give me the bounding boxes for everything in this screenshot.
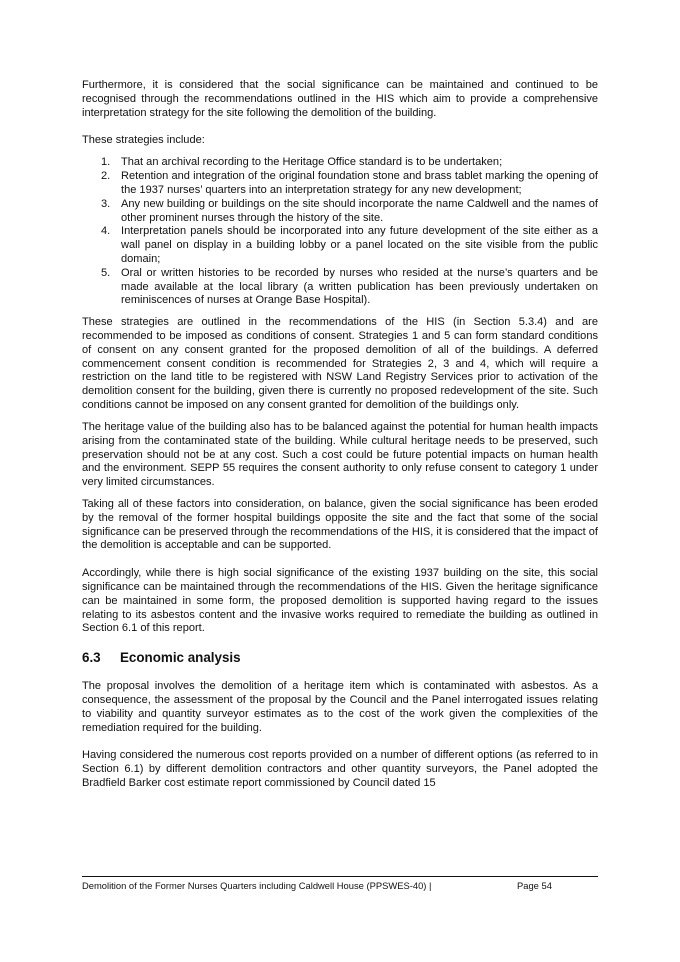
footer-page-number: Page 54 bbox=[517, 880, 552, 891]
list-item-text: Any new building or buildings on the site should incorporate the name Caldwell and the names of other prominent nurses through the history of the site. bbox=[121, 197, 598, 224]
balance-paragraph: Taking all of these factors into consideration, on balance, given the social significance has been eroded by the removal of the former hospital buildings opposite the site and the fact that some of the social significance can be preserved through the recommendations of the HIS, it is considered that the impact of the demolition is acceptable and can be supported. bbox=[82, 498, 598, 552]
list-item-text: Interpretation panels should be incorporated into any future development of the site either as a wall panel on display in a building lobby or a panel located on the site visible from the public domain; bbox=[121, 225, 598, 265]
list-item-number: 3. bbox=[101, 197, 111, 210]
list-item-text: Retention and integration of the original foundation stone and brass tablet marking the opening of the 1937 nurses’ quarters into an interpretation strategy for any new development; bbox=[121, 170, 598, 196]
conditions-paragraph: These strategies are outlined in the recommendations of the HIS (in Section 5.3.4) and are recommended to be imposed as conditions of consent. Strategies 1 and 5 can form standard conditions of consent on any consent granted for the proposed demolition of all of the buildings. A deferred commencement consent condition is recommended for Strategies 2, 3 and 4, which will require a restriction on the land title to be registered with NSW Land Registry Services prior to activation of the demolition consent for the building, given there is currently no proposed redevelopment of the site. Such conditions cannot be imposed on any consent granted for demolition of the buildings only. bbox=[82, 316, 598, 411]
list-item-number: 4. bbox=[101, 225, 111, 238]
page-body bbox=[82, 79, 598, 799]
list-item bbox=[82, 198, 598, 226]
economic-paragraph-1: The proposal involves the demolition of a heritage item which is contaminated with asbestos. As a consequence, the assessment of the proposal by the Council and the Panel interrogated issues relating to viability and quantity surveyor estimates as to the cost of the work given the complexities of the remediation required for the building. bbox=[82, 680, 598, 734]
section-number: 6.3 bbox=[82, 650, 101, 666]
list-item bbox=[82, 225, 598, 266]
list-item-number: 2. bbox=[101, 170, 111, 183]
list-item bbox=[82, 156, 598, 170]
section-heading bbox=[82, 650, 598, 666]
page-footer bbox=[82, 876, 598, 891]
health-paragraph: The heritage value of the building also has to be balanced against the potential for human health impacts arising from the contaminated state of the building. While cultural heritage needs to be preserved, such preservation should not be at any cost. Such a cost could be future potential impacts on human health and the environment. SEPP 55 requires the consent authority to only refuse consent to category 1 under very limited circumstances. bbox=[82, 420, 598, 489]
strategies-list bbox=[82, 156, 598, 308]
section-title: Economic analysis bbox=[120, 650, 241, 666]
list-item-text: Oral or written histories to be recorded by nurses who resided at the nurse’s quarters and be made available at the local library (a written publication has been previously undertaken on reminiscences of nurses at Orange Base Hospital). bbox=[121, 266, 598, 307]
intro-paragraph: Furthermore, it is considered that the social significance can be maintained and continued to be recognised through the recommendations outlined in the HIS which aim to provide a comprehensive interpretation strategy for the site following the demolition of the building. bbox=[82, 79, 598, 119]
accordingly-paragraph: Accordingly, while there is high social significance of the existing 1937 building on the site, this social significance can be maintained through the recommendations of the HIS. Given the heritage significance can be maintained in some form, the proposed demolition is supported having regard to the issues relating to its asbestos content and the invasive works required to remediate the building as outlined in Section 6.1 of this report. bbox=[82, 567, 598, 635]
list-item-number: 5. bbox=[101, 266, 111, 279]
list-item bbox=[82, 170, 598, 198]
list-item bbox=[82, 267, 598, 308]
list-item-text: That an archival recording to the Heritage Office standard is to be undertaken; bbox=[121, 156, 503, 169]
list-item-number: 1. bbox=[101, 156, 111, 169]
footer-document-title: Demolition of the Former Nurses Quarters including Caldwell House (PPSWES-40) | bbox=[82, 880, 432, 891]
economic-paragraph-2: Having considered the numerous cost reports provided on a number of different options (as referred to in Section 6.1) by different demolition contractors and other quantity surveyors, the Panel adopted the Bradfield Barker cost estimate report commissioned by Council dated 15 bbox=[82, 749, 598, 790]
strategies-lead: These strategies include: bbox=[82, 134, 205, 147]
